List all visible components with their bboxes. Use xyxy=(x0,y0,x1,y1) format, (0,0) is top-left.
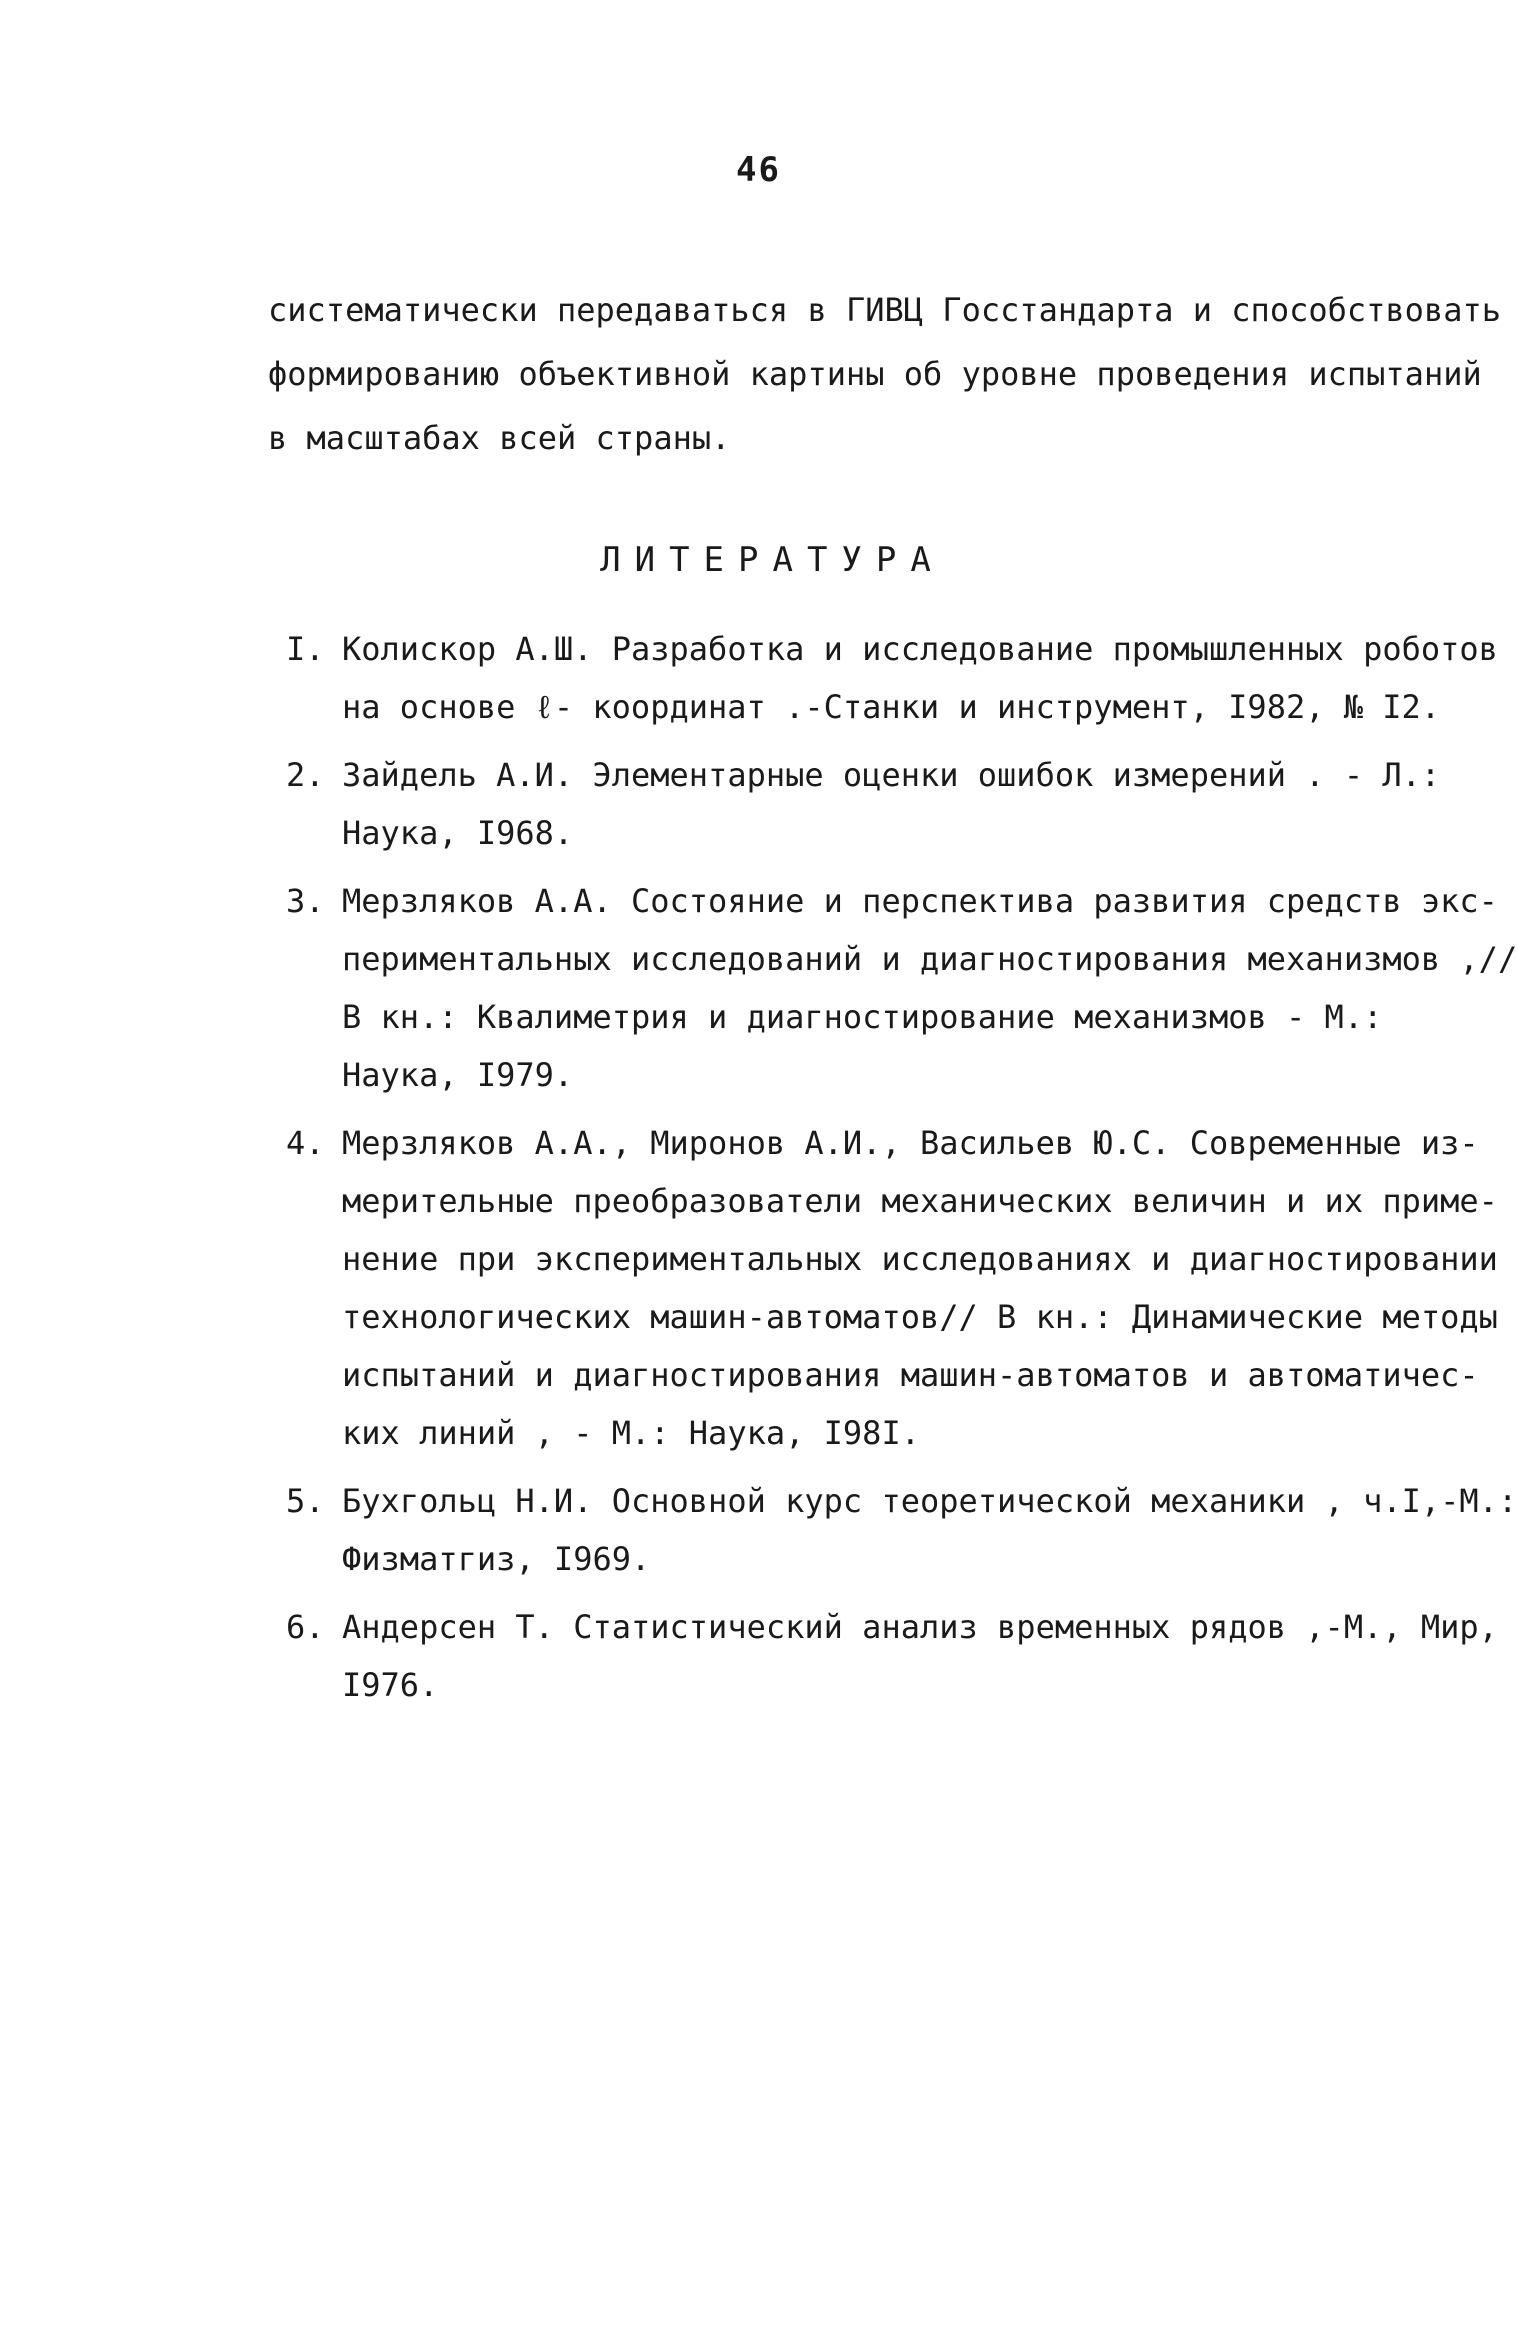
page-number: 46 xyxy=(736,150,781,190)
reference-line: Зайдель А.И. Элементарные оценки ошибок измерений . - Л.: xyxy=(342,756,1441,794)
intro-line: формированию объективной картины об уровне проведения испытаний xyxy=(268,355,1482,393)
reference-item xyxy=(280,746,1440,862)
reference-number: 4. xyxy=(286,1124,325,1162)
reference-line: Мерзляков А.А. Состояние и перспектива развития средств экс- xyxy=(342,882,1498,920)
reference-list xyxy=(280,620,1517,1724)
reference-item xyxy=(280,620,1498,736)
reference-line: Физматгиз, I969. xyxy=(342,1540,651,1578)
intro-line: в масштабах всей страны. xyxy=(268,419,731,457)
reference-line: нение при экспериментальных исследованиях и диагностировании xyxy=(342,1240,1498,1278)
reference-line: ких линий , - М.: Наука, I98I. xyxy=(342,1414,920,1452)
reference-number: 3. xyxy=(286,882,325,920)
reference-item xyxy=(280,872,1517,1104)
reference-line: В кн.: Квалиметрия и диагностирование механизмов - М.: xyxy=(342,998,1383,1036)
reference-number: 2. xyxy=(286,756,325,794)
intro-paragraph xyxy=(268,278,1501,470)
reference-number: 5. xyxy=(286,1482,325,1520)
intro-line: систематически передаваться в ГИВЦ Госстандарта и способствовать xyxy=(268,291,1501,329)
reference-number: I. xyxy=(286,630,325,668)
reference-line: Наука, I968. xyxy=(342,814,574,852)
reference-line: I976. xyxy=(342,1666,439,1704)
section-title: ЛИТЕРАТУРА xyxy=(600,540,945,580)
reference-line: испытаний и диагностирования машин-автоматов и автоматичес- xyxy=(342,1356,1479,1394)
reference-line: технологических машин-автоматов// В кн.: Динамические методы xyxy=(342,1298,1498,1336)
reference-line: мерительные преобразователи механических величин и их приме- xyxy=(342,1182,1498,1220)
reference-item xyxy=(280,1472,1517,1588)
reference-line: Андерсен Т. Статистический анализ временных рядов ,-М., Мир, xyxy=(342,1608,1498,1646)
reference-line: Наука, I979. xyxy=(342,1056,574,1094)
reference-item xyxy=(280,1114,1498,1462)
reference-line: на основе ℓ- координат .-Станки и инструмент, I982, № I2. xyxy=(342,688,1441,726)
reference-line: Мерзляков А.А., Миронов А.И., Васильев Ю.С. Современные из- xyxy=(342,1124,1479,1162)
reference-line: Бухгольц Н.И. Основной курс теоретической механики , ч.I,-М.: xyxy=(342,1482,1517,1520)
reference-line: периментальных исследований и диагностирования механизмов ,// xyxy=(342,940,1517,978)
reference-line: Колискор А.Ш. Разработка и исследование промышленных роботов xyxy=(342,630,1498,668)
reference-number: 6. xyxy=(286,1608,325,1646)
reference-item xyxy=(280,1598,1498,1714)
